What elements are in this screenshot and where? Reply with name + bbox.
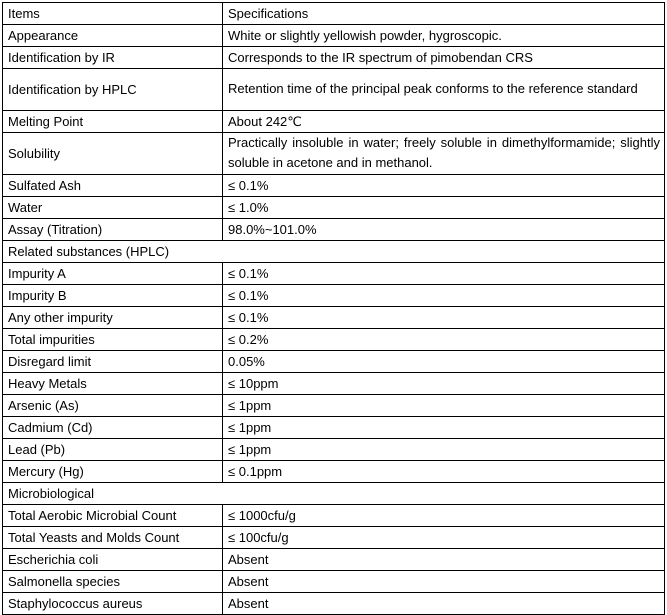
spec-cell: ≤ 1ppm bbox=[223, 394, 665, 416]
item-cell: Total Yeasts and Molds Count bbox=[3, 526, 223, 548]
spec-cell: Practically insoluble in water; freely soluble in dimethylformamide; slightly soluble in acetone and in methanol. bbox=[223, 132, 665, 174]
item-cell: Disregard limit bbox=[3, 350, 223, 372]
item-cell: Total Aerobic Microbial Count bbox=[3, 504, 223, 526]
item-cell: Heavy Metals bbox=[3, 372, 223, 394]
table-row bbox=[3, 69, 665, 111]
item-cell: Water bbox=[3, 196, 223, 218]
table-row bbox=[3, 110, 665, 132]
table-row bbox=[3, 218, 665, 240]
table-row bbox=[3, 262, 665, 284]
table-row bbox=[3, 328, 665, 350]
spec-cell: 98.0%~101.0% bbox=[223, 218, 665, 240]
spec-cell: ≤ 100cfu/g bbox=[223, 526, 665, 548]
spec-cell: ≤ 0.1% bbox=[223, 284, 665, 306]
spec-cell: ≤ 1ppm bbox=[223, 416, 665, 438]
table-row bbox=[3, 504, 665, 526]
spec-cell: ≤ 10ppm bbox=[223, 372, 665, 394]
table-row bbox=[3, 25, 665, 47]
header-items: Items bbox=[3, 3, 223, 25]
spec-cell: Corresponds to the IR spectrum of pimobendan CRS bbox=[223, 47, 665, 69]
table-row bbox=[3, 416, 665, 438]
spec-cell: ≤ 0.1% bbox=[223, 306, 665, 328]
spec-cell: ≤ 0.1% bbox=[223, 262, 665, 284]
table-row bbox=[3, 570, 665, 592]
header-specifications: Specifications bbox=[223, 3, 665, 25]
spec-cell: ≤ 1000cfu/g bbox=[223, 504, 665, 526]
spec-cell: Absent bbox=[223, 570, 665, 592]
table-row bbox=[3, 438, 665, 460]
table-row bbox=[3, 372, 665, 394]
item-cell: Arsenic (As) bbox=[3, 394, 223, 416]
item-cell: Assay (Titration) bbox=[3, 218, 223, 240]
table-row bbox=[3, 47, 665, 69]
specifications-table bbox=[2, 2, 665, 615]
item-cell: Cadmium (Cd) bbox=[3, 416, 223, 438]
spec-cell: White or slightly yellowish powder, hygroscopic. bbox=[223, 25, 665, 47]
item-cell: Identification by IR bbox=[3, 47, 223, 69]
section-title: Related substances (HPLC) bbox=[3, 240, 665, 262]
item-cell: Escherichia coli bbox=[3, 548, 223, 570]
item-cell: Mercury (Hg) bbox=[3, 460, 223, 482]
item-cell: Melting Point bbox=[3, 110, 223, 132]
spec-cell: Absent bbox=[223, 548, 665, 570]
table-row bbox=[3, 592, 665, 614]
table-row bbox=[3, 284, 665, 306]
item-cell: Staphylococcus aureus bbox=[3, 592, 223, 614]
table-row bbox=[3, 174, 665, 196]
spec-cell: 0.05% bbox=[223, 350, 665, 372]
table-header-row bbox=[3, 3, 665, 25]
table-row bbox=[3, 132, 665, 174]
item-cell: Appearance bbox=[3, 25, 223, 47]
item-cell: Impurity A bbox=[3, 262, 223, 284]
table-row bbox=[3, 196, 665, 218]
item-cell: Sulfated Ash bbox=[3, 174, 223, 196]
spec-cell: Retention time of the principal peak conforms to the reference standard bbox=[223, 69, 665, 111]
item-cell: Lead (Pb) bbox=[3, 438, 223, 460]
item-cell: Total impurities bbox=[3, 328, 223, 350]
spec-cell: ≤ 0.1% bbox=[223, 174, 665, 196]
spec-cell: ≤ 1ppm bbox=[223, 438, 665, 460]
spec-cell: ≤ 1.0% bbox=[223, 196, 665, 218]
section-row-related-substances bbox=[3, 240, 665, 262]
table-row bbox=[3, 460, 665, 482]
table-row bbox=[3, 394, 665, 416]
table-row bbox=[3, 306, 665, 328]
item-cell: Impurity B bbox=[3, 284, 223, 306]
item-cell: Identification by HPLC bbox=[3, 69, 223, 111]
table-row bbox=[3, 548, 665, 570]
section-title: Microbiological bbox=[3, 482, 665, 504]
item-cell: Salmonella species bbox=[3, 570, 223, 592]
spec-cell: About 242℃ bbox=[223, 110, 665, 132]
spec-cell: ≤ 0.2% bbox=[223, 328, 665, 350]
section-row-microbiological bbox=[3, 482, 665, 504]
spec-cell: ≤ 0.1ppm bbox=[223, 460, 665, 482]
spec-cell: Absent bbox=[223, 592, 665, 614]
table-row bbox=[3, 350, 665, 372]
item-cell: Solubility bbox=[3, 132, 223, 174]
table-row bbox=[3, 526, 665, 548]
item-cell: Any other impurity bbox=[3, 306, 223, 328]
